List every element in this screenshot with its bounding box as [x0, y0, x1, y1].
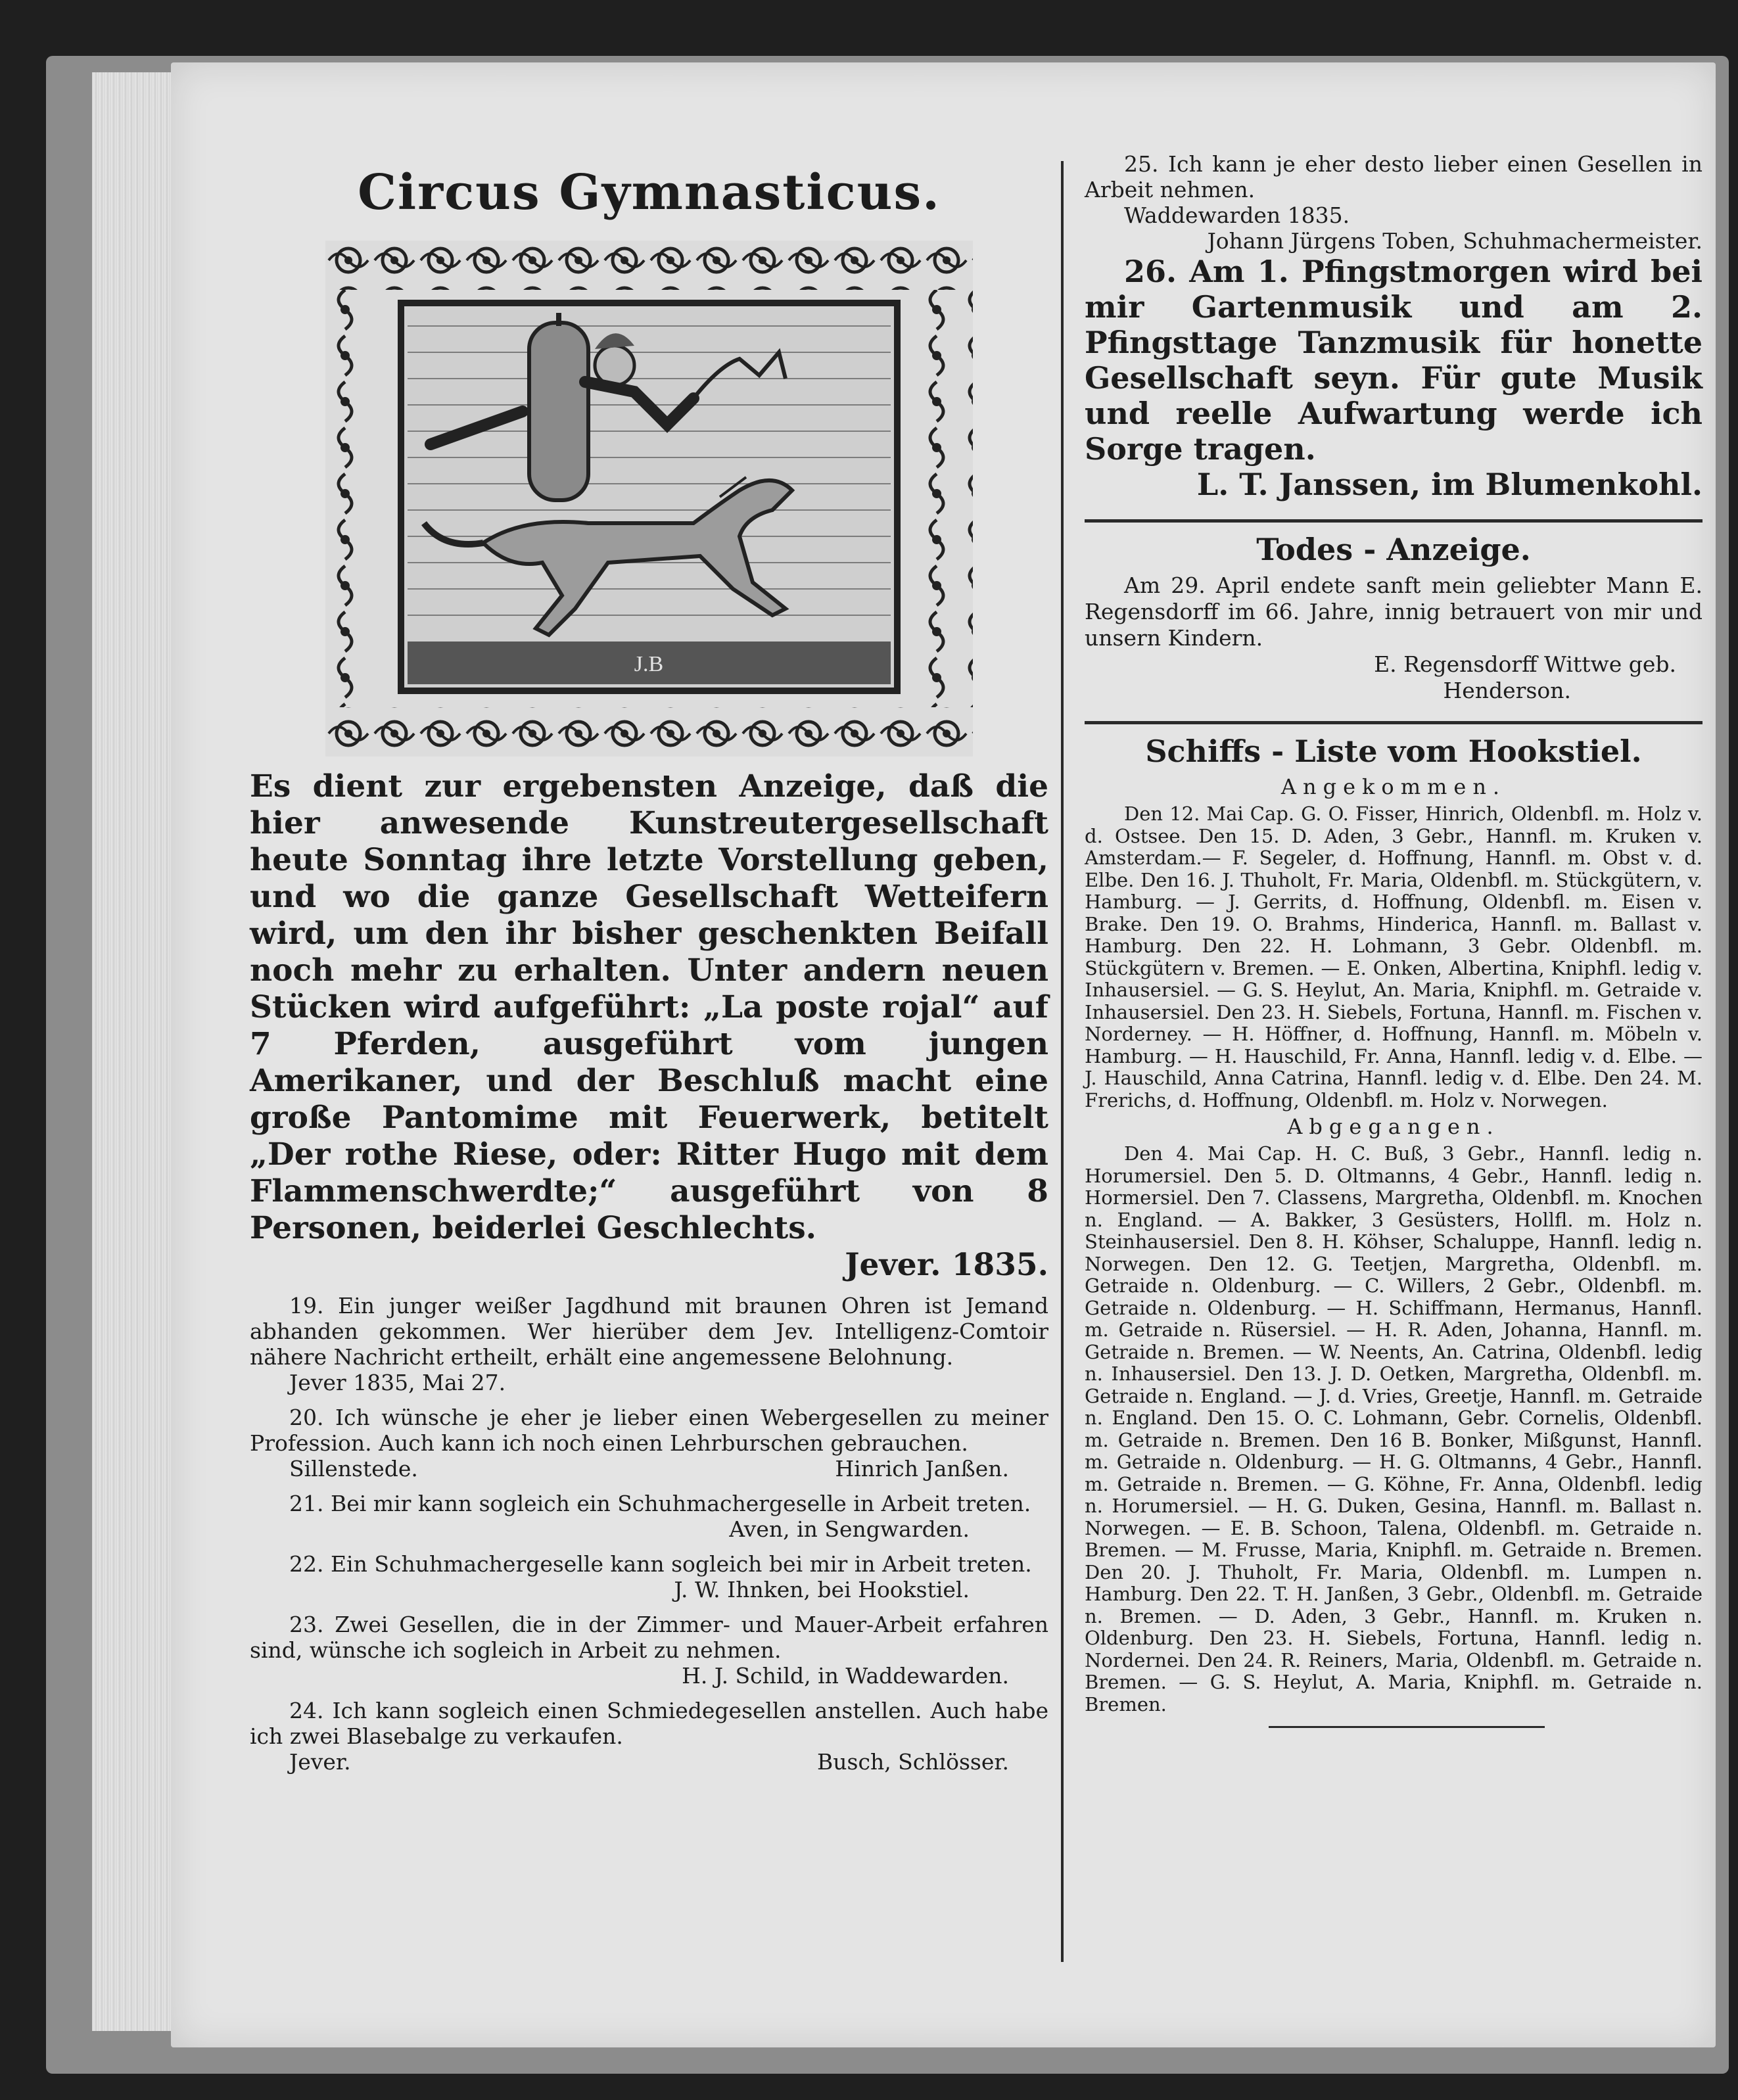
notice-22	[250, 1551, 1048, 1602]
notice-25-place: Waddewarden 1835.	[1124, 202, 1350, 228]
death-notice-title: Todes - Anzeige.	[1256, 532, 1531, 567]
notice-22-signature: J. W. Ihnken, bei Hookstiel.	[674, 1577, 970, 1602]
notice-20-place: Sillenstede.	[289, 1456, 418, 1482]
notice-24-text: 24. Ich kann sogleich einen Schmiedegesellen anstellen. Auch habe ich zwei Blasebalge zu verkaufen.	[250, 1698, 1048, 1749]
ship-list-title: Schiffs - Liste vom Hookstiel.	[1145, 734, 1642, 769]
notice-21-signature: Aven, in Sengwarden.	[729, 1516, 970, 1542]
notice-26	[1085, 254, 1703, 502]
woodcut-monogram: J.B	[634, 652, 664, 676]
closing-rule	[1269, 1726, 1545, 1728]
death-notice	[1085, 572, 1703, 704]
circus-title: Circus Gymnasticus.	[358, 164, 941, 221]
death-notice-signature-2: Henderson.	[1443, 678, 1571, 703]
death-notice-signature-1: E. Regensdorff Wittwe geb.	[1374, 651, 1676, 677]
circus-announcement	[250, 768, 1048, 1284]
notice-23	[250, 1612, 1048, 1689]
notice-20-name: Hinrich Janßen.	[835, 1456, 1009, 1482]
column-divider	[1061, 161, 1064, 1962]
section-rule	[1085, 519, 1703, 523]
notice-23-text: 23. Zwei Gesellen, die in der Zimmer- und Mauer-Arbeit erfahren sind, wünsche ich sogleich in Arbeit zu nehmen.	[250, 1612, 1048, 1663]
notice-25	[1085, 151, 1703, 254]
notice-19	[250, 1293, 1048, 1395]
notice-25-signature: Johann Jürgens Toben, Schuhmachermeister.	[1207, 228, 1703, 254]
notice-26-text: 26. Am 1. Pfingstmorgen wird bei mir Gartenmusik und am 2. Pfingsttage Tanzmusik für honette Gesellschaft seyn. Für gute Musik und reelle Aufwartung werde ich Sorge tragen.	[1085, 254, 1703, 467]
arrived-list-text: Den 12. Mai Cap. G. O. Fisser, Hinrich, Oldenbfl. m. Holz v. d. Ostsee. Den 15. D. Aden, 3 Gebr., Hannfl. m. Kruken v. Amsterdam.— F. Segeler, d. Hoffnung, Hannfl. m. Obst v. d. Elbe. Den 16. J. Thuholt, Fr. Maria, Oldenbfl. m. Stückgütern, v. Hamburg. — J. Gerrits, d. Hoffnung, Oldenbfl. m. Eisen v. Brake. Den 19. O. Brahms, Hinderica, Hannfl. m. Ballast v. Hamburg. Den 22. H. Lohmann, 3 Gebr. Oldenbfl. m. Stückgütern v. Bremen. — E. Onken, Albertina, Kniphfl. ledig v. Inhausersiel. — G. S. Heylut, An. Maria, Kniphfl. m. Getraide v. Inhausersiel. Den 23. H. Siebels, Fortuna, Hannfl. m. Fischen v. Norderney. — H. Höffner, d. Hoffnung, Hannfl. m. Möbeln v. Hamburg. — H. Hauschild, Fr. Anna, Hannfl. ledig v. d. Elbe. — J. Hauschild, Anna Catrina, Hannfl. ledig v. d. Elbe. Den 24. M. Frerichs, d. Hoffnung, Oldenbfl. m. Holz v. Norwegen.	[1085, 803, 1703, 1111]
notice-21	[250, 1491, 1048, 1542]
section-rule	[1085, 721, 1703, 724]
notice-20-text: 20. Ich wünsche je eher je lieber einen Webergesellen zu meiner Profession. Auch kann ich noch einen Lehrburschen gebrauchen.	[250, 1405, 1048, 1456]
notice-24-name: Busch, Schlösser.	[817, 1749, 1009, 1775]
notice-24-place: Jever.	[289, 1749, 351, 1775]
arrived-list	[1085, 803, 1703, 1111]
circus-announcement-signature: Jever. 1835.	[845, 1247, 1048, 1283]
notice-21-text: 21. Bei mir kann sogleich ein Schuhmachergeselle in Arbeit treten.	[289, 1491, 1031, 1516]
notice-23-signature: H. J. Schild, in Waddewarden.	[682, 1663, 1009, 1689]
arrived-heading: Angekommen.	[1280, 774, 1507, 799]
departed-list	[1085, 1143, 1703, 1715]
notice-22-text: 22. Ein Schuhmachergeselle kann sogleich bei mir in Arbeit treten.	[289, 1551, 1032, 1577]
departed-list-text: Den 4. Mai Cap. H. C. Buß, 3 Gebr., Hannfl. ledig n. Horumersiel. Den 5. D. Oltmanns, 4 Gebr., Hannfl. ledig n. Hormersiel. Den 7. Classens, Margretha, Oldenbfl. m. Knochen n. England. — A. Bakker, 3 Gesüsters, Hollfl. m. Holz n. Steinhausersiel. Den 8. H. Köhser, Schaluppe, Hannfl. ledig n. Norwegen. Den 12. G. Teetjen, Margretha, Oldenbfl. m. Getraide n. Oldenburg. — C. Willers, 2 Gebr., Oldenbfl. m. Getraide n. Oldenburg. — H. Schiffmann, Hermanus, Hannfl. m. Getraide n. Rüsersiel. — H. R. Aden, Johanna, Hannfl. m. Getraide n. Bremen. — W. Neents, An. Catrina, Oldenbfl. ledig n. Inhausersiel. Den 13. J. D. Oetken, Margretha, Oldenbfl. m. Getraide n. England. — J. d. Vries, Greetje, Hannfl. m. Getraide n. England. Den 15. O. C. Lohmann, Gebr. Cornelis, Oldenbfl. m. Getraide n. Bremen. Den 16 B. Bonker, Mißgunst, Hannfl. m. Getraide n. Oldenburg. — H. G. Oltmanns, 4 Gebr., Hannfl. m. Getraide n. Bremen. — G. Köhne, Fr. Anna, Oldenbfl. ledig n. Horumersiel. — H. G. Duken, Gesina, Hannfl. m. Ballast n. Norwegen. — E. B. Schoon, Talena, Oldenbfl. m. Getraide n. Bremen. — M. Frusse, Maria, Kniphfl. m. Getraide n. Bremen. Den 20. J. Thuholt, Fr. Maria, Oldenbfl. m. Lumpen n. Hamburg. Den 22. T. H. Janßen, 3 Gebr., Oldenbfl. m. Getraide n. Bremen. — D. Aden, 3 Gebr., Hannfl. m. Kruken n. Oldenburg. Den 23. H. Siebels, Fortuna, Hannfl. ledig n. Nordernei. Den 24. R. Reiners, Maria, Oldenbfl. m. Getraide n. Bremen. — G. S. Heylut, A. Maria, Kniphfl. m. Getraide n. Bremen.	[1085, 1142, 1703, 1715]
circus-announcement-text: Es dient zur ergebensten Anzeige, daß die hier anwesende Kunstreutergesellschaft heute Sonntag ihre letzte Vorstellung geben, und wo die ganze Gesellschaft Wetteifern wird, um den ihr bisher geschenkten Beifall noch mehr zu erhalten. Unter andern neuen Stücken wird aufgeführt: „La poste rojal“ auf 7 Pferden, ausgeführt vom jungen Amerikaner, und der Beschluß macht eine große Pantomime mit Feuerwerk, betitelt „Der rothe Riese, oder: Ritter Hugo mit dem Flammenschwerdte;“ ausgeführt von 8 Personen, beiderlei Geschlechts.	[250, 768, 1048, 1246]
right-column	[1085, 151, 1703, 1728]
notice-25-text: 25. Ich kann je eher desto lieber einen Gesellen in Arbeit nehmen.	[1085, 151, 1703, 202]
departed-heading: Abgegangen.	[1287, 1114, 1500, 1139]
notice-19-date: Jever 1835, Mai 27.	[289, 1370, 506, 1395]
circus-woodcut-illustration	[325, 241, 973, 757]
notice-26-signature: L. T. Janssen, im Blumenkohl.	[1196, 467, 1703, 502]
left-column	[250, 158, 1048, 1775]
death-notice-text: Am 29. April endete sanft mein geliebter Mann E. Regensdorff im 66. Jahre, innig betrauert von mir und unsern Kindern.	[1085, 572, 1703, 651]
notice-24	[250, 1698, 1048, 1775]
notice-20	[250, 1405, 1048, 1482]
notice-19-text: 19. Ein junger weißer Jagdhund mit braunen Ohren ist Jemand abhanden gekommen. Wer hierüber dem Jev. Intelligenz-Comtoir nähere Nachricht ertheilt, erhält eine angemessene Belohnung.	[250, 1293, 1048, 1370]
